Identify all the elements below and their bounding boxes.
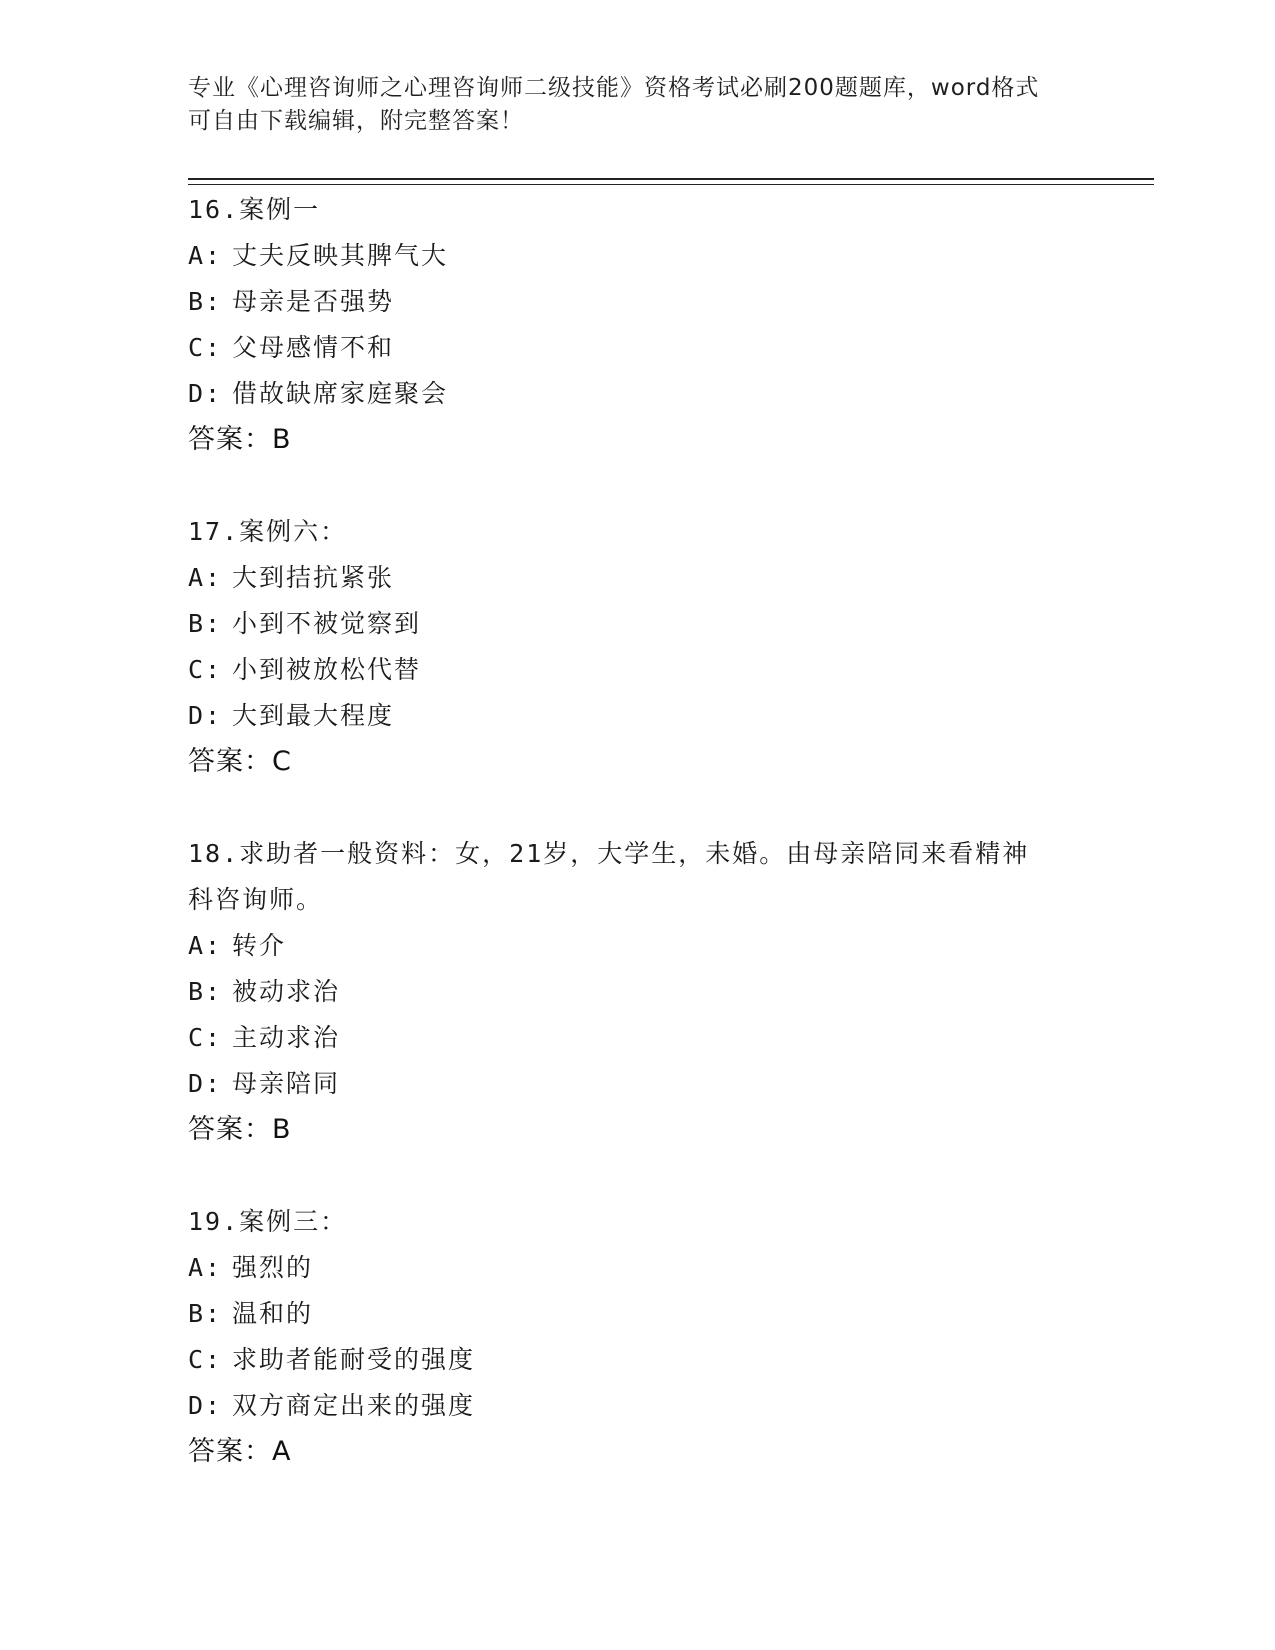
option-key: D: (188, 1391, 223, 1420)
option-key: C: (188, 1345, 223, 1374)
option-text: 求助者能耐受的强度 (232, 1345, 476, 1374)
option-key: D: (188, 701, 223, 730)
option-d (188, 1383, 1108, 1429)
answer-line: 答案：B (188, 1114, 292, 1145)
option-c (188, 647, 1108, 693)
question-stem: 19.案例三： (188, 1207, 348, 1236)
answer-line: 答案：C (188, 746, 292, 777)
option-text: 丈夫反映其脾气大 (232, 241, 449, 270)
header-line-1: 专业《心理咨询师之心理咨询师二级技能》资格考试必刷200题题库，word格式 (188, 75, 1040, 101)
option-key: B: (188, 287, 223, 316)
option-key: A: (188, 931, 223, 960)
option-key: D: (188, 379, 223, 408)
header-line-2: 可自由下载编辑，附完整答案！ (188, 108, 524, 134)
option-text: 被动求治 (232, 977, 341, 1006)
question-list (188, 187, 1108, 1521)
option-b (188, 279, 1108, 325)
option-key: B: (188, 1299, 223, 1328)
option-text: 强烈的 (232, 1253, 314, 1282)
option-key: A: (188, 563, 223, 592)
option-text: 父母感情不和 (232, 333, 395, 362)
option-d (188, 371, 1108, 417)
option-key: B: (188, 977, 223, 1006)
option-c (188, 325, 1108, 371)
option-a (188, 923, 1108, 969)
option-a (188, 233, 1108, 279)
option-b (188, 601, 1108, 647)
header-divider-thick (188, 178, 1154, 180)
option-b (188, 969, 1108, 1015)
option-text: 双方商定出来的强度 (232, 1391, 476, 1420)
option-text: 大到拮抗紧张 (232, 563, 395, 592)
option-text: 大到最大程度 (232, 701, 395, 730)
option-c (188, 1015, 1108, 1061)
option-d (188, 1061, 1108, 1107)
option-text: 主动求治 (232, 1023, 341, 1052)
question-stem: 16.案例一 (188, 195, 321, 224)
option-d (188, 693, 1108, 739)
option-text: 小到不被觉察到 (232, 609, 422, 638)
answer-line: 答案：A (188, 1436, 292, 1467)
option-text: 母亲是否强势 (232, 287, 395, 316)
question-16 (188, 187, 1108, 463)
option-text: 温和的 (232, 1299, 314, 1328)
option-key: B: (188, 609, 223, 638)
option-key: C: (188, 1023, 223, 1052)
question-19 (188, 1199, 1108, 1475)
option-b (188, 1291, 1108, 1337)
question-17 (188, 509, 1108, 785)
option-a (188, 1245, 1108, 1291)
option-key: D: (188, 1069, 223, 1098)
option-text: 转介 (232, 931, 287, 960)
option-key: C: (188, 333, 223, 362)
option-key: C: (188, 655, 223, 684)
answer-line: 答案：B (188, 424, 292, 455)
option-text: 借故缺席家庭聚会 (232, 379, 449, 408)
option-key: A: (188, 241, 223, 270)
question-stem: 18.求助者一般资料：女，21岁，大学生，未婚。由母亲陪同来看精神 (188, 839, 1030, 868)
question-stem: 17.案例六： (188, 517, 348, 546)
option-text: 小到被放松代替 (232, 655, 422, 684)
option-a (188, 555, 1108, 601)
question-18 (188, 831, 1108, 1153)
option-c (188, 1337, 1108, 1383)
option-key: A: (188, 1253, 223, 1282)
document-header (188, 72, 1088, 138)
option-text: 母亲陪同 (232, 1069, 341, 1098)
header-divider-thin (188, 184, 1154, 185)
question-stem-continued: 科咨询师。 (188, 885, 324, 914)
